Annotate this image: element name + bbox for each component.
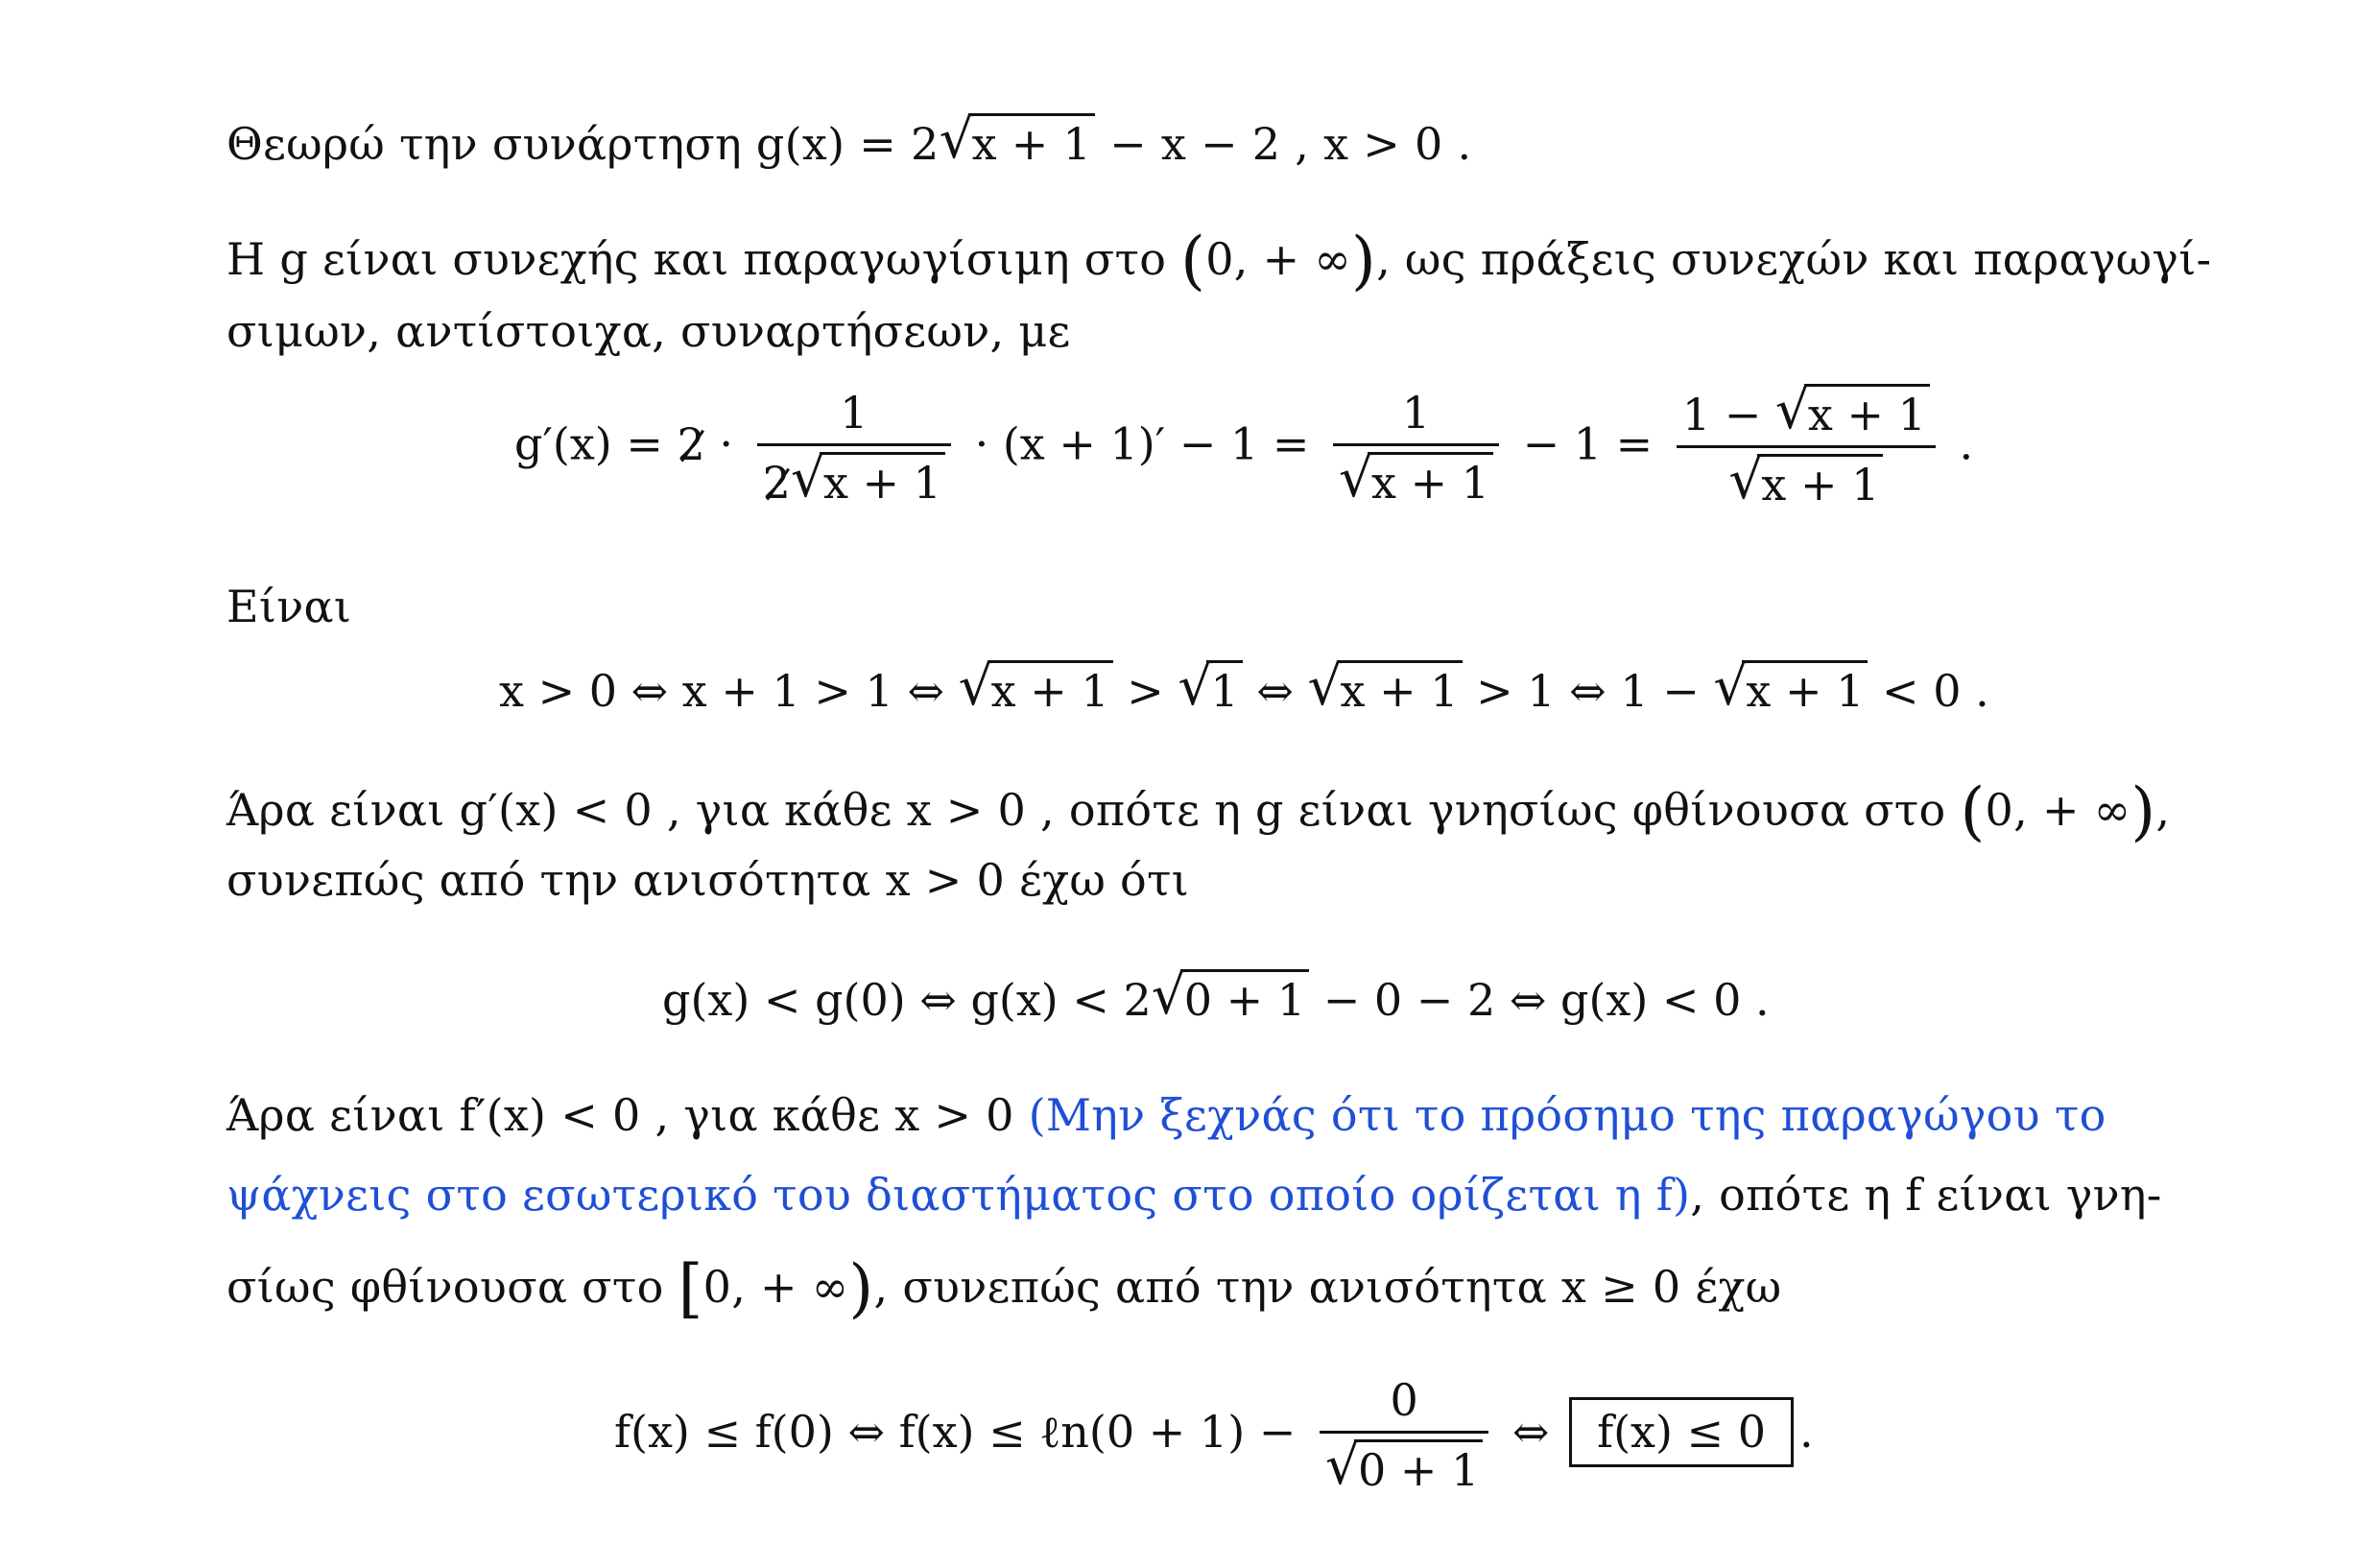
sqrt-symbol: √ 0 + 1 [1325,1439,1483,1497]
paragraph-g-decreasing-line2: συνεπώς από την ανισότητα x > 0 έχω ότι [226,854,1190,906]
sqrt-symbol: √ x + 1 [1728,454,1883,511]
paragraph-g-decreasing: Άρα είναι g′(x) < 0 , για κάθε x > 0 , οπότε η g είναι γνησίως φθίνουσα στο (0, + ∞), [226,774,2171,848]
interval-closed: 0, + ∞ [702,1261,849,1313]
sqrt-symbol: √ x + 1 [791,452,945,510]
sqrt-symbol: √ x + 1 [1775,384,1930,441]
sqrt-symbol: √ 1 [1178,660,1242,718]
close-paren: ) [1351,224,1377,297]
equation-final: f(x) ≤ f(0) ⇔ f(x) ≤ ℓn(0 + 1) − 0 √ 0 + 1 ⇔ f(x) ≤ 0 . [614,1374,1814,1497]
paragraph-f-decreasing: Άρα είναι f′(x) < 0 , για κάθε x > 0 (Μην ξεχνάς ότι το πρόσημο της παραγώγου το [226,1089,2106,1141]
fraction-zero-over-sqrt: 0 √ 0 + 1 [1320,1374,1488,1497]
g-definition: g(x) = 2√ x + 1 − x − 2 , x > 0 . [756,118,1472,170]
close-paren: ) [2130,774,2156,848]
open-paren: ( [1960,774,1986,848]
close-paren: ) [848,1251,874,1325]
paragraph-continuity-line2: σιμων, αντίστοιχα, συναρτήσεων, με [226,305,1071,357]
paragraph-continuity: Η g είναι συνεχής και παραγωγίσιμη στο (0, + ∞), ως πράξεις συνεχών και παραγωγί- [226,224,2212,297]
equation-derivative: g′(x) = 2 · $\frac{1}{2√ x + 1}$ · (x + 1)′ − 1 = 1 √ x + 1 − 1 = 1 − √ x + 1 √ x + 1 . [514,384,1973,511]
fraction-one-over-sqrt: 1 √ x + 1 [1333,387,1499,510]
cancelled-two: 2 [677,417,705,470]
open-bracket: [ [678,1251,703,1325]
fraction-result: 1 − √ x + 1 √ x + 1 [1677,384,1936,511]
note-blue-line2: ψάχνεις στο εσωτερικό του διαστήματος στο οποίο ορίζεται η f) [226,1169,1691,1221]
paragraph-f-decreasing-line3: σίως φθίνουσα στο [0, + ∞), συνεπώς από την ανισότητα x ≥ 0 έχω [226,1251,1782,1325]
interval-open: 0, + ∞ [1205,233,1351,285]
definition-intro: Θεωρώ την συνάρτηση [226,118,742,170]
note-blue-line1: (Μην ξεχνάς ότι το πρόσημο της παραγώγου το [1028,1089,2106,1141]
equation-g-negative: g(x) < g(0) ⇔ g(x) < 2√ 0 + 1 − 0 − 2 ⇔ g(x) < 0 . [662,969,1770,1027]
fraction-one-over-two-sqrt: $\frac{1}{2√ x + 1}$ [757,387,951,510]
sqrt-symbol: √ x + 1 [1339,452,1493,510]
sqrt-symbol: √ x + 1 [959,660,1113,718]
open-paren: ( [1180,224,1206,297]
boxed-result: f(x) ≤ 0 [1569,1397,1794,1467]
paragraph-it-is: Είναι [226,581,352,632]
interval-open: 0, + ∞ [1985,784,2131,836]
sqrt-symbol: √ x + 1 [1713,660,1868,718]
sqrt-symbol: √ x + 1 [1308,660,1463,718]
paragraph-f-decreasing-line2: ψάχνεις στο εσωτερικό του διαστήματος στο οποίο ορίζεται η f), οπότε η f είναι γνη- [226,1169,2162,1221]
sqrt-symbol: √ 0 + 1 [1152,969,1309,1027]
equation-sign-chain: x > 0 ⇔ x + 1 > 1 ⇔ √ x + 1 > √ 1 ⇔ √ x + 1 > 1 ⇔ 1 − √ x + 1 < 0 . [499,660,1989,718]
paragraph-definition [226,113,1471,171]
sqrt-symbol: √ x + 1 [940,113,1096,171]
